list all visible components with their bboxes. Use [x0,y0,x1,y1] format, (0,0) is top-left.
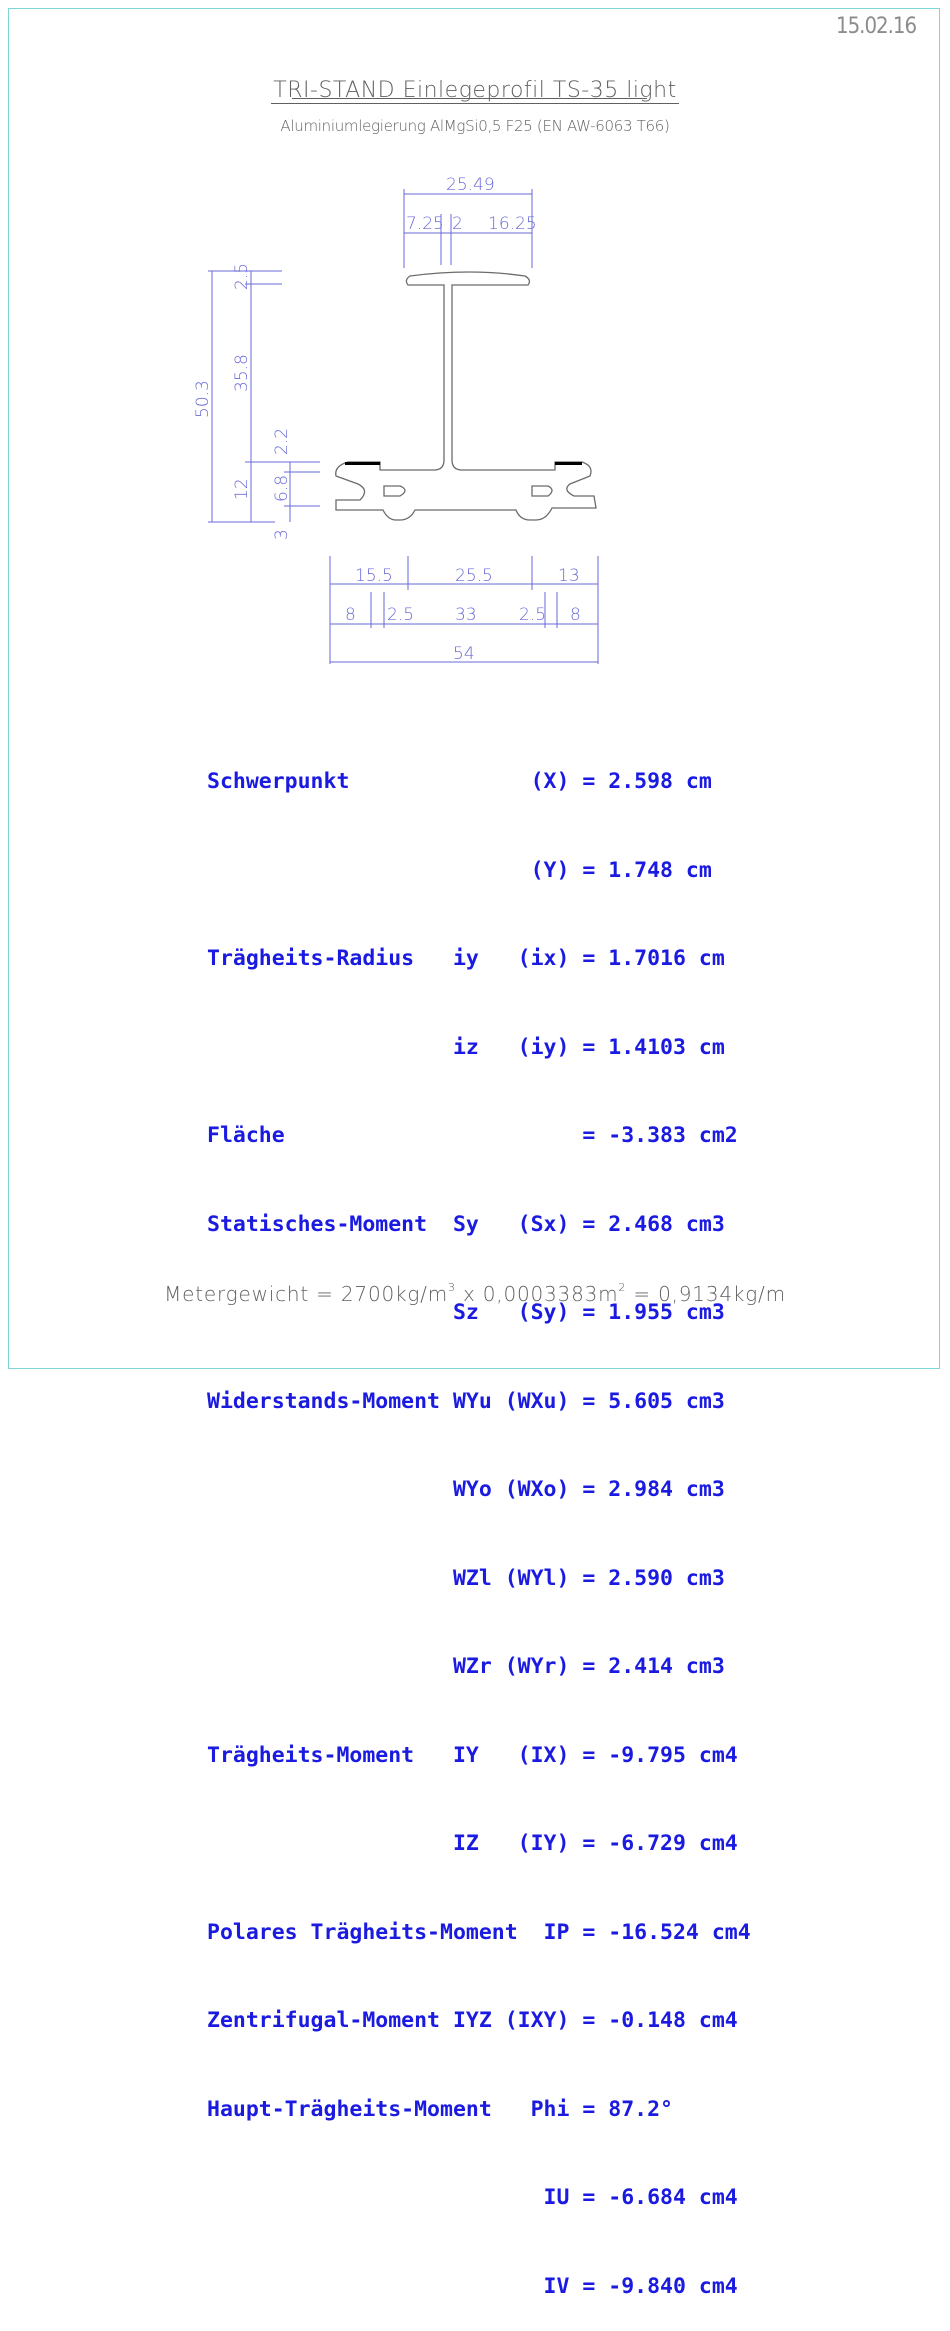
prop-line: IU = -6.684 cm4 [207,2185,738,2210]
dim-b2-d: 2.5 [519,605,547,625]
dim-v-channel: 6.8 [272,474,292,502]
dim-b2-c: 33 [455,605,477,625]
drawing-date: 15.02.16 [836,14,917,39]
prop-line: Widerstands-Moment WYu (WXu) = 5.605 cm3 [207,1388,725,1414]
profile-drawing [0,0,950,700]
prop-line: WYo (WXo) = 2.984 cm3 [207,1477,725,1502]
dim-v-total: 50.3 [193,380,213,418]
prop-line: Trägheits-Moment IY (IX) = -9.795 cm4 [207,1742,738,1768]
dim-b1-mid: 25.5 [455,566,493,586]
prop-line: Sz (Sy) = 1.955 cm3 [207,1300,725,1325]
prop-line: Statisches-Moment Sy (Sx) = 2.468 cm3 [207,1211,725,1237]
weight-exp-b: 2 [618,1281,627,1294]
dim-v-bottom: 12 [232,478,252,500]
prop-line: Zentrifugal-Moment IYZ (IXY) = -0.148 cm4 [207,2008,738,2033]
dim-b2-b: 2.5 [387,605,415,625]
dimension-lines [208,189,598,664]
prop-line: IV = -9.840 cm4 [207,2273,738,2299]
dim-top-left: 7.25 [406,214,444,234]
prop-line: Trägheits-Radius iy (ix) = 1.7016 cm [207,946,725,971]
prop-line: WZr (WYr) = 2.414 cm3 [207,1654,725,1679]
drawing-title-text: TRI-STAND Einlegeprofil TS-35 light [273,78,677,103]
dim-b2-a: 8 [345,605,356,625]
meter-weight-formula [0,1281,950,1306]
dim-top-mid: 2 [452,214,463,234]
weight-part-c: = 0,9134kg/m [626,1282,786,1306]
dim-top-total: 25.49 [446,175,495,195]
weight-part-b: x 0,0003383m [455,1282,619,1306]
section-properties [207,708,751,2331]
prop-line: Haupt-Trägheits-Moment Phi = 87.2° [207,2096,673,2122]
dim-b3-total: 54 [453,644,475,664]
prop-line: Schwerpunkt (X) = 2.598 cm [207,769,712,794]
dim-v-web: 35.8 [232,354,252,392]
dim-b1-left: 15.5 [355,566,393,586]
dim-v-top: 2.5 [232,262,252,290]
prop-line: WZl (WYl) = 2.590 cm3 [207,1565,725,1591]
prop-line: IZ (IY) = -6.729 cm4 [207,1831,738,1856]
weight-part-a: Metergewicht = 2700kg/m [164,1282,448,1306]
material-subtitle: Aluminiumlegierung AlMgSi0,5 F25 (EN AW-6063 T66) [280,117,670,135]
weight-exp-a: 3 [448,1281,456,1294]
prop-line: Fläche = -3.383 cm2 [207,1123,738,1148]
profile-outline [336,272,596,520]
dim-v-flange: 2.2 [272,427,292,455]
dim-v-base: 3 [272,529,292,540]
prop-line: (Y) = 1.748 cm [207,857,712,883]
dim-b1-right: 13 [558,566,580,586]
dim-top-right: 16.25 [488,214,537,234]
prop-line: iz (iy) = 1.4103 cm [207,1034,725,1060]
dim-b2-e: 8 [570,605,581,625]
prop-line: Polares Trägheits-Moment IP = -16.524 cm4 [207,1919,751,1945]
